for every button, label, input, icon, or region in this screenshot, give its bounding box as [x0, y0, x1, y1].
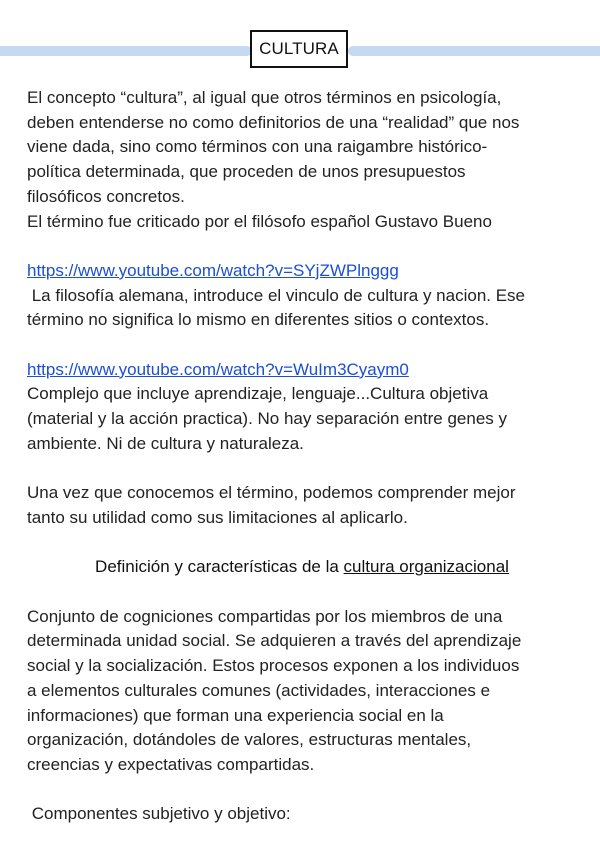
title-row [0, 30, 600, 70]
text-line: viene dada, sino como términos con una raigambre histórico- [27, 137, 488, 157]
text-line: filosóficos concretos. [27, 186, 185, 206]
text-line: creencias y expectativas compartidas. [27, 754, 315, 774]
text-line: Una vez que conocemos el término, podemos comprender mejor [27, 483, 516, 503]
document-body [27, 86, 575, 827]
text-line: informaciones) que forman una experiencia social en la [27, 705, 444, 725]
youtube-link-1[interactable]: https://www.youtube.com/watch?v=SYjZWPlnggg [27, 260, 399, 280]
text-line: determinada unidad social. Se adquieren a través del aprendizaje [27, 631, 522, 651]
text-line: deben entenderse no como definitorios de una “realidad” que nos [27, 112, 520, 132]
definition-paragraph [27, 605, 575, 778]
text-line: término no significa lo mismo en diferentes sitios o contextos. [27, 310, 490, 330]
link2-description [27, 382, 575, 456]
youtube-link-2[interactable]: https://www.youtube.com/watch?v=WuIm3Cyaym0 [27, 359, 409, 379]
intro-paragraph [27, 86, 575, 234]
text-line: tanto su utilidad como sus limitaciones al aplicarlo. [27, 507, 408, 527]
closing-paragraph [27, 481, 575, 530]
text-line: Conjunto de cogniciones compartidas por los miembros de una [27, 606, 503, 626]
components-label: Componentes subjetivo y objetivo: [27, 804, 291, 824]
text-line: El término fue criticado por el filósofo español Gustavo Bueno [27, 211, 492, 231]
text-line: política determinada, que proceden de unos presupuestos [27, 162, 466, 182]
text-line: Complejo que incluye aprendizaje, lenguaje...Cultura objetiva [27, 384, 489, 404]
section-heading-underlined: cultura organizacional [343, 557, 509, 577]
text-line: ambiente. Ni de cultura y naturaleza. [27, 433, 304, 453]
text-line: (material y la acción practica). No hay separación entre genes y [27, 409, 508, 429]
text-line: organización, dotándoles de valores, estructuras mentales, [27, 730, 472, 750]
text-line: social y la socialización. Estos procesos exponen a los individuos [27, 656, 520, 676]
section-heading-prefix: Definición y características de la [95, 557, 344, 577]
text-line: El concepto “cultura”, al igual que otros términos en psicología, [27, 88, 502, 107]
text-line: a elementos culturales comunes (actividades, interacciones e [27, 680, 491, 700]
link1-description [27, 284, 575, 333]
title-rule-left [0, 46, 252, 56]
page-title: CULTURA [250, 30, 348, 68]
title-rule-right [348, 46, 600, 56]
text-line: La filosofía alemana, introduce el vinculo de cultura y nacion. Ese [27, 285, 526, 305]
section-heading [27, 555, 575, 580]
